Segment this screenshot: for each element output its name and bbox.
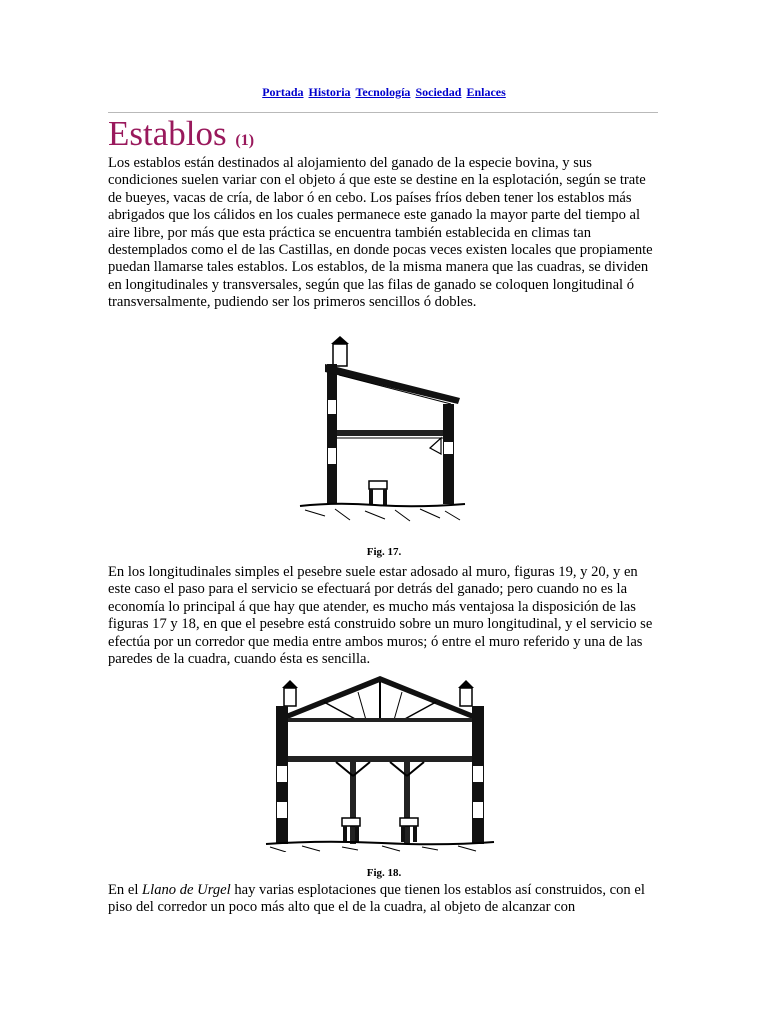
title-footnote-marker: (1) (235, 132, 255, 149)
paragraph-llano-de-urgel (108, 882, 662, 917)
paragraph-intro: Los establos están destinados al alojamiento del ganado de la especie bovina, y sus condiciones suelen variar con el objeto á que este se destine en la esplotación, según se trate de bueyes, vacas de cría, de labor ó en cebo. Los países fríos deben tener los establos más abrigados que los cálidos en los cuales permanece este ganado la mayor parte del tiempo al aire libre, por más que esta práctica se encuentra también establecida en climas tan destemplados como el de las Castillas, en donde pocas veces existen locales que propiamente puedan llamarse tales establos. Los establos, de la misma manera que las cuadras, se dividen en longitudinales y transversales, según que las filas de ganado se coloquen longitudinal ó transversalmente, pudiendo ser los primeros sencillos ó dobles. (108, 155, 653, 311)
top-navigation (0, 85, 768, 100)
nav-link-historia[interactable]: Historia (308, 85, 351, 99)
figure-18-caption: Fig. 18. (366, 867, 402, 879)
title-text: Establos (108, 114, 227, 153)
paragraph-text-rest: hay varias esplotaciones que tienen los establos así construidos, con el piso del corredor un poco más alto que el de la cuadra, al objeto de alcanzar con (108, 882, 645, 916)
nav-link-tecnologia[interactable]: Tecnología (355, 85, 411, 99)
figure-18-illustration (262, 672, 498, 852)
paragraph-text-start: En el (108, 882, 143, 898)
paragraph-longitudinales: En los longitudinales simples el pesebre suele estar adosado al muro, figuras 19, y 20, y en este caso el paso para el servicio se efectuará por detrás del ganado; pero cuando no es la economía lo principal á que hay que atender, es mucho más ventajosa la disposición de las figuras 17 y 18, en que el pesebre está construido sobre un muro longitudinal, y el servicio se efectúa por un corredor que media entre ambos muros; ó entre el muro referido y una de las paredes de la cuadra, cuando ésta es sencilla. (108, 564, 653, 668)
place-name-italic: Llano de Urgel (142, 882, 231, 898)
figure-17-illustration (295, 330, 470, 530)
nav-link-enlaces[interactable]: Enlaces (466, 85, 506, 99)
figure-17-caption: Fig. 17. (366, 546, 402, 558)
nav-link-sociedad[interactable]: Sociedad (415, 85, 462, 99)
nav-link-portada[interactable]: Portada (262, 85, 304, 99)
